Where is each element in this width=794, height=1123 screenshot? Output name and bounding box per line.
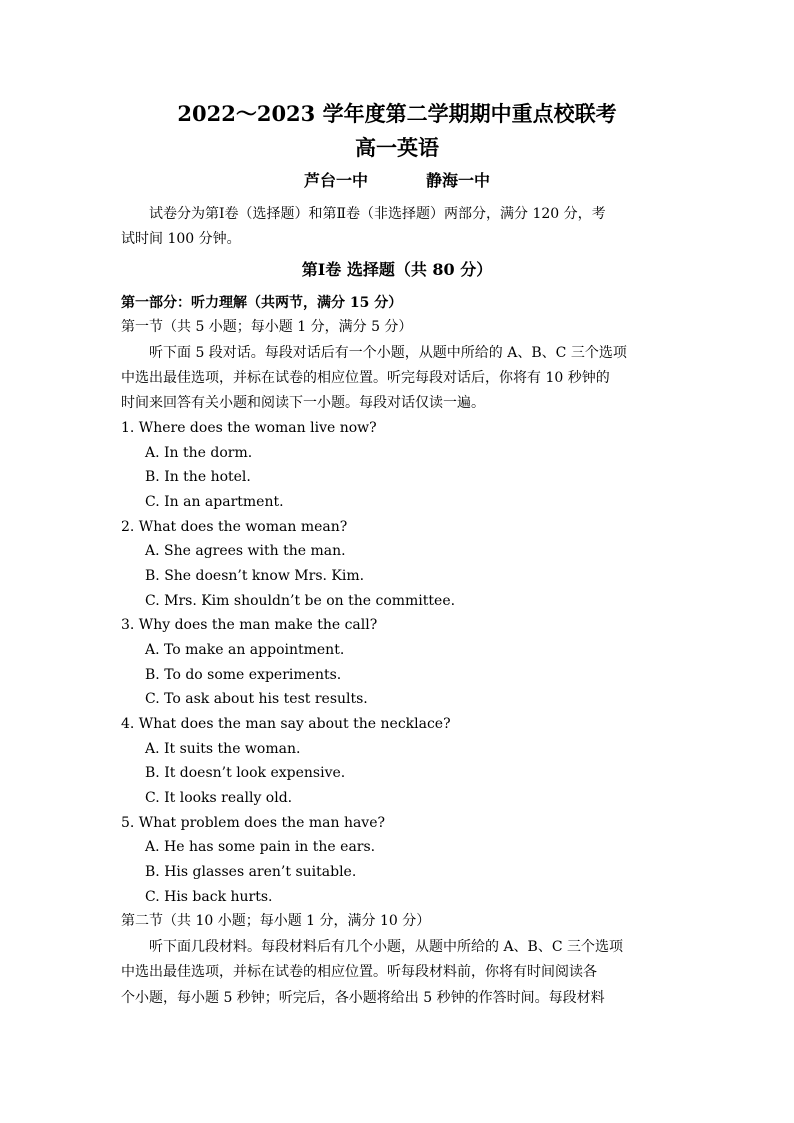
question-5-option-a: A. He has some pain in the ears.: [145, 839, 376, 855]
question-5: 5. What problem does the man have?: [121, 815, 386, 831]
intro-line-1: 试卷分为第Ⅰ卷（选择题）和第Ⅱ卷（非选择题）两部分，满分 120 分，考: [149, 206, 606, 222]
question-1: 1. Where does the woman live now?: [121, 420, 377, 436]
section-2-title: 第二节（共 10 小题；每小题 1 分，满分 10 分）: [121, 913, 431, 929]
question-3-option-c: C. To ask about his test results.: [145, 691, 368, 707]
section-2-instruction-2: 中选出最佳选项，并标在试卷的相应位置。听每段材料前，你将有时间阅读各: [121, 964, 597, 980]
question-4-option-a: A. It suits the woman.: [145, 741, 301, 757]
question-4-option-b: B. It doesn’t look expensive.: [145, 765, 346, 781]
question-5-option-b: B. His glasses aren’t suitable.: [145, 864, 357, 880]
section-1-instruction-2: 中选出最佳选项，并标在试卷的相应位置。听完每段对话后，你将有 10 秒钟的: [121, 370, 610, 386]
section-2-instruction-1: 听下面几段材料。每段材料后有几个小题，从题中所给的 A、B、C 三个选项: [149, 939, 624, 955]
question-3-option-b: B. To do some experiments.: [145, 667, 342, 683]
exam-title: 2022～2023 学年度第二学期期中重点校联考: [177, 101, 617, 126]
question-1-option-c: C. In an apartment.: [145, 494, 284, 510]
volume-1-title: 第Ⅰ卷 选择题（共 80 分）: [301, 260, 493, 279]
question-1-option-b: B. In the hotel.: [145, 469, 251, 485]
section-2-instruction-3: 个小题，每小题 5 秒钟；听完后，各小题将给出 5 秒钟的作答时间。每段材料: [121, 990, 605, 1006]
part-1-title: 第一部分：听力理解（共两节，满分 15 分）: [121, 295, 403, 311]
section-1-title: 第一节（共 5 小题；每小题 1 分，满分 5 分）: [121, 319, 413, 335]
question-5-option-c: C. His back hurts.: [145, 889, 273, 905]
intro-line-2: 试时间 100 分钟。: [121, 231, 241, 247]
question-1-option-a: A. In the dorm.: [145, 445, 253, 461]
question-3: 3. Why does the man make the call?: [121, 617, 378, 633]
school-names: [0, 173, 794, 189]
question-3-option-a: A. To make an appointment.: [145, 642, 345, 658]
question-4: 4. What does the man say about the necklace?: [121, 716, 451, 732]
question-2-option-b: B. She doesn’t know Mrs. Kim.: [145, 568, 365, 584]
school-name-1: 芦台一中: [303, 171, 368, 190]
question-2-option-c: C. Mrs. Kim shouldn’t be on the committee.: [145, 593, 456, 609]
school-name-2: 静海一中: [426, 171, 491, 190]
section-1-instruction-1: 听下面 5 段对话。每段对话后有一个小题，从题中所给的 A、B、C 三个选项: [149, 345, 627, 361]
section-1-instruction-3: 时间来回答有关小题和阅读下一小题。每段对话仅读一遍。: [121, 395, 485, 411]
exam-subject: 高一英语: [355, 135, 439, 160]
question-4-option-c: C. It looks really old.: [145, 790, 293, 806]
question-2: 2. What does the woman mean?: [121, 519, 348, 535]
question-2-option-a: A. She agrees with the man.: [145, 543, 346, 559]
